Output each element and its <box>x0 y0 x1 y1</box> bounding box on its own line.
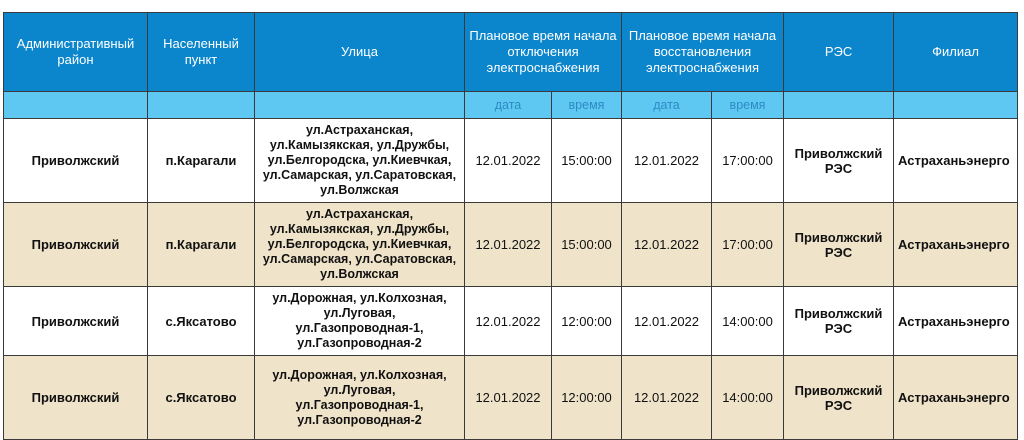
cell-settlement: п.Карагали <box>148 119 255 203</box>
subheader-empty <box>148 92 255 119</box>
cell-restore-time: 17:00:00 <box>712 119 784 203</box>
cell-off-date: 12.01.2022 <box>465 119 552 203</box>
cell-street: ул.Астраханская, ул.Камызякская, ул.Дружбы, ул.Белгородска, ул.Киевчкая, ул.Самарская, ул.Саратовская, ул.Волжская <box>255 203 465 287</box>
table-row <box>4 287 1018 356</box>
table-row <box>4 203 1018 287</box>
header-district: Административный район <box>4 13 148 92</box>
cell-off-date: 12.01.2022 <box>465 356 552 440</box>
subheader-empty <box>4 92 148 119</box>
cell-district: Приволжский <box>4 119 148 203</box>
cell-settlement: п.Карагали <box>148 203 255 287</box>
cell-settlement: с.Яксатово <box>148 287 255 356</box>
cell-restore-time: 14:00:00 <box>712 287 784 356</box>
subheader-restore-time: время <box>712 92 784 119</box>
header-branch: Филиал <box>894 13 1018 92</box>
cell-res: Приволжский РЭС <box>784 287 894 356</box>
outage-schedule-table <box>3 12 1018 440</box>
header-res: РЭС <box>784 13 894 92</box>
header-restore-time: Плановое время начала восстановления электроснабжения <box>622 13 784 92</box>
cell-restore-date: 12.01.2022 <box>622 119 712 203</box>
cell-street: ул.Дорожная, ул.Колхозная, ул.Луговая, ул.Газопроводная-1, ул.Газопроводная-2 <box>255 356 465 440</box>
cell-branch: Астраханьэнерго <box>894 119 1018 203</box>
cell-res: Приволжский РЭС <box>784 119 894 203</box>
cell-off-time: 12:00:00 <box>552 287 622 356</box>
cell-off-date: 12.01.2022 <box>465 203 552 287</box>
cell-street: ул.Астраханская, ул.Камызякская, ул.Дружбы, ул.Белгородска, ул.Киевчкая, ул.Самарская, ул.Саратовская, ул.Волжская <box>255 119 465 203</box>
cell-restore-date: 12.01.2022 <box>622 203 712 287</box>
cell-res: Приволжский РЭС <box>784 356 894 440</box>
cell-branch: Астраханьэнерго <box>894 287 1018 356</box>
cell-res: Приволжский РЭС <box>784 203 894 287</box>
cell-restore-time: 14:00:00 <box>712 356 784 440</box>
cell-street: ул.Дорожная, ул.Колхозная, ул.Луговая, ул.Газопроводная-1, ул.Газопроводная-2 <box>255 287 465 356</box>
cell-settlement: с.Яксатово <box>148 356 255 440</box>
table-row <box>4 356 1018 440</box>
subheader-row <box>4 92 1018 119</box>
cell-restore-time: 17:00:00 <box>712 203 784 287</box>
subheader-empty <box>255 92 465 119</box>
subheader-restore-date: дата <box>622 92 712 119</box>
cell-branch: Астраханьэнерго <box>894 356 1018 440</box>
subheader-off-date: дата <box>465 92 552 119</box>
cell-off-time: 15:00:00 <box>552 203 622 287</box>
cell-restore-date: 12.01.2022 <box>622 287 712 356</box>
cell-restore-date: 12.01.2022 <box>622 356 712 440</box>
subheader-off-time: время <box>552 92 622 119</box>
subheader-empty <box>784 92 894 119</box>
header-off-time: Плановое время начала отключения электроснабжения <box>465 13 622 92</box>
header-row <box>4 13 1018 92</box>
header-street: Улица <box>255 13 465 92</box>
cell-district: Приволжский <box>4 356 148 440</box>
cell-district: Приволжский <box>4 287 148 356</box>
header-settlement: Населенный пункт <box>148 13 255 92</box>
cell-off-time: 15:00:00 <box>552 119 622 203</box>
cell-off-time: 12:00:00 <box>552 356 622 440</box>
cell-off-date: 12.01.2022 <box>465 287 552 356</box>
subheader-empty <box>894 92 1018 119</box>
cell-district: Приволжский <box>4 203 148 287</box>
cell-branch: Астраханьэнерго <box>894 203 1018 287</box>
table-row <box>4 119 1018 203</box>
